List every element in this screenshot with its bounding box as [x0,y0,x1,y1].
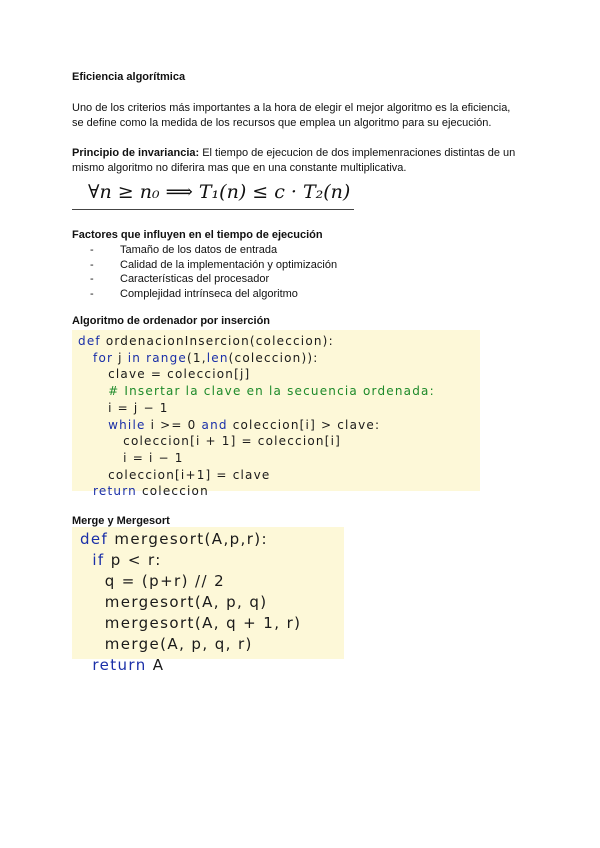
code-keyword: def [78,334,101,348]
code-line [78,333,474,350]
code-text: p < r: [104,551,162,569]
code-text: coleccion [136,484,209,499]
code-comment: # Insertar la clave en la secuencia ordenada: [108,384,435,399]
code-keyword: return [92,656,147,674]
code-text: mergesort(A, q + 1, r) [104,614,302,632]
mergesort-code-block [72,527,344,674]
code-line [78,450,474,467]
code-text: j [113,350,128,365]
code-text: merge(A, p, q, r) [104,635,253,653]
code-text: coleccion[i+1] = clave [108,467,271,482]
code-line [78,383,474,400]
code-text: coleccion[i + 1] = coleccion[i] [123,434,342,449]
principle-line-1 [72,146,552,161]
code-keyword: def [80,530,109,548]
code-text [78,384,108,398]
code-text: q = (p+r) // 2 [104,572,226,590]
code-text: i = i − 1 [123,450,184,465]
intro-line-2: se define como la medida de los recursos que emplea un algoritmo para su ejecución. [72,117,492,129]
code-keyword: while [108,417,146,432]
principle-paragraph [72,146,552,176]
code-text: (1, [187,350,207,365]
principle-text: El tiempo de ejecucion de dos implemenraciones distintas de un [199,147,516,159]
code-text [78,401,108,415]
code-line [80,529,336,550]
intro-line-1: Uno de los criterios más importantes a la hora de elegir el mejor algoritmo es la eficiencia, [72,102,511,114]
list-item-text: Calidad de la implementación y optimización [120,258,338,271]
code-text [80,635,105,653]
code-text: ordenacionInsercion(coleccion): [100,334,334,348]
code-text [78,434,123,448]
code-keyword: and [201,417,228,432]
list-item: - Tamaño de los datos de entrada [90,244,278,256]
code-text [78,418,108,432]
insertion-code-block [72,330,480,499]
code-text [78,468,108,482]
code-text: i = j − 1 [108,400,169,415]
code-line [78,417,474,434]
code-line [80,634,336,655]
code-text: (coleccion)): [228,350,319,365]
code-text: A [146,656,165,674]
code-text [80,614,105,632]
factors-heading: Factores que influyen en el tiempo de ejecución [72,229,323,241]
code-text [78,451,123,465]
code-line [78,366,474,383]
code-text [80,656,92,674]
code-text [80,593,105,611]
code-line [80,592,336,613]
code-text: clave = coleccion[j] [108,367,251,382]
code-text: i >= 0 [145,417,202,432]
list-item-text: Complejidad intrínseca del algoritmo [120,287,298,300]
code-line [80,613,336,634]
code-line [80,550,336,571]
code-line [78,400,474,417]
code-line [80,571,336,592]
insertion-heading: Algoritmo de ordenador por inserción [72,315,271,327]
code-text: mergesort(A,p,r): [108,530,268,548]
code-keyword: for [93,350,114,365]
intro-paragraph [72,101,542,131]
code-line [78,483,474,500]
code-line [78,467,474,484]
code-text [80,572,105,590]
formula-underline [72,209,354,210]
code-keyword: return [93,484,137,499]
merge-heading: Merge y Mergesort [72,515,170,527]
code-keyword: in [127,350,142,365]
code-line [80,655,336,676]
code-text [78,484,93,498]
code-text [80,551,92,569]
page-title: Eficiencia algorítmica [72,71,186,83]
list-item-text: Características del procesador [120,273,270,285]
code-text [78,351,93,365]
code-line [78,433,474,450]
code-line [78,350,474,367]
list-item: - Complejidad intrínseca del algoritmo [90,287,298,300]
code-text: coleccion[i] > clave: [227,417,381,432]
code-keyword: len [206,350,229,365]
invariance-formula: ∀n ≥ n₀ ⟹ T₁(n) ≤ c · T₂(n) [88,181,351,203]
code-keyword: if [92,551,105,569]
code-keyword: range [146,350,187,365]
code-text: mergesort(A, p, q) [104,593,268,611]
list-item: - Calidad de la implementación y optimización [90,258,338,271]
code-text [78,367,108,381]
list-item-text: Tamaño de los datos de entrada [120,244,278,256]
factors-list [90,243,337,301]
principle-line-2: mismo algoritmo no diferira mas que en una constante multiplicativa. [72,162,407,174]
principle-label: Principio de invariancia: [72,147,200,159]
list-item: - Características del procesador [90,273,270,285]
